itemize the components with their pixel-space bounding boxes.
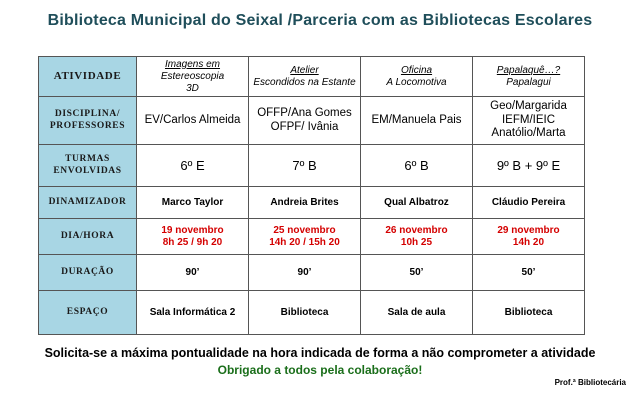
- prof-cell: [137, 97, 249, 145]
- activity-line-2: Escondidos na Estante: [253, 76, 356, 88]
- activity-line-1: Oficina: [400, 64, 433, 76]
- espaco-cell: Biblioteca: [473, 291, 585, 335]
- activity-line-2: A Locomotiva: [386, 76, 447, 88]
- activity-line-2: Papalagui: [506, 76, 551, 88]
- turma-cell: 6º B: [361, 145, 473, 187]
- row-atividade: [39, 57, 585, 97]
- row-duracao: [39, 255, 585, 291]
- dinamizador-cell: Marco Taylor: [137, 187, 249, 219]
- espaco-cell: Sala Informática 2: [137, 291, 249, 335]
- duracao-cell: 50’: [473, 255, 585, 291]
- date-text: 29 novembro: [497, 224, 560, 236]
- duracao-cell: 90’: [249, 255, 361, 291]
- prof-cell: [249, 97, 361, 145]
- activity-cell: [137, 57, 249, 97]
- activity-line-1: Atelier: [290, 64, 319, 76]
- header-diahora: DIA/HORA: [39, 219, 137, 255]
- row-disciplina: [39, 97, 585, 145]
- row-dinamizador: [39, 187, 585, 219]
- prof-line-1: Geo/Margarida: [490, 99, 567, 112]
- signature: Prof.ª Bibliotecária: [554, 378, 626, 387]
- activity-line-1: Papalaquê…?: [496, 64, 561, 76]
- prof-line-1: EV/Carlos Almeida: [144, 113, 241, 126]
- prof-line-2: IEFM/IEIC: [501, 113, 556, 126]
- header-disciplina: DISCIPLINA/ PROFESSORES: [39, 97, 137, 145]
- date-text: 26 novembro: [385, 224, 448, 236]
- activity-line-1: Imagens em: [164, 58, 221, 70]
- row-turmas: [39, 145, 585, 187]
- dinamizador-cell: Andreia Brites: [249, 187, 361, 219]
- activity-cell: [473, 57, 585, 97]
- prof-line-2: OFPF/ Ivânia: [270, 120, 339, 133]
- prof-line-1: EM/Manuela Pais: [371, 113, 462, 126]
- date-text: 25 novembro: [273, 224, 336, 236]
- turma-cell: 7º B: [249, 145, 361, 187]
- schedule-table: [38, 56, 585, 335]
- punctuality-note: Solicita-se a máxima pontualidade na hora indicada de forma a não comprometer a atividade: [44, 346, 596, 360]
- header-dinamizador: DINAMIZADOR: [39, 187, 137, 219]
- dinamizador-cell: Qual Albatroz: [361, 187, 473, 219]
- header-espaco: ESPAÇO: [39, 291, 137, 335]
- duracao-cell: 50’: [361, 255, 473, 291]
- turma-cell: 9º B + 9º E: [473, 145, 585, 187]
- thanks-message: Obrigado a todos pela colaboração!: [217, 363, 423, 377]
- datetime-cell: [249, 219, 361, 255]
- datetime-cell: [361, 219, 473, 255]
- page-title: Biblioteca Municipal do Seixal /Parceria com as Bibliotecas Escolares: [47, 12, 593, 29]
- header-atividade: ATIVIDADE: [39, 57, 137, 97]
- dinamizador-cell: Cláudio Pereira: [473, 187, 585, 219]
- activity-cell: [249, 57, 361, 97]
- datetime-cell: [473, 219, 585, 255]
- espaco-cell: Sala de aula: [361, 291, 473, 335]
- time-text: 10h 25: [400, 236, 433, 248]
- time-text: 8h 25 / 9h 20: [162, 236, 223, 248]
- activity-cell: [361, 57, 473, 97]
- datetime-cell: [137, 219, 249, 255]
- duracao-cell: 90’: [137, 255, 249, 291]
- prof-cell: [473, 97, 585, 145]
- date-text: 19 novembro: [161, 224, 224, 236]
- header-duracao: DURAÇÃO: [39, 255, 137, 291]
- time-text: 14h 20 / 15h 20: [269, 236, 340, 248]
- prof-cell: [361, 97, 473, 145]
- espaco-cell: Biblioteca: [249, 291, 361, 335]
- activity-line-2: Estereoscopia: [160, 70, 225, 82]
- header-turmas: TURMAS ENVOLVIDAS: [39, 145, 137, 187]
- prof-line-1: OFFP/Ana Gomes: [257, 106, 352, 119]
- row-diahora: [39, 219, 585, 255]
- prof-line-3: Anatólio/Marta: [491, 127, 566, 140]
- time-text: 14h 20: [512, 236, 545, 248]
- row-espaco: [39, 291, 585, 335]
- activity-line-3: 3D: [186, 82, 199, 94]
- turma-cell: 6º E: [137, 145, 249, 187]
